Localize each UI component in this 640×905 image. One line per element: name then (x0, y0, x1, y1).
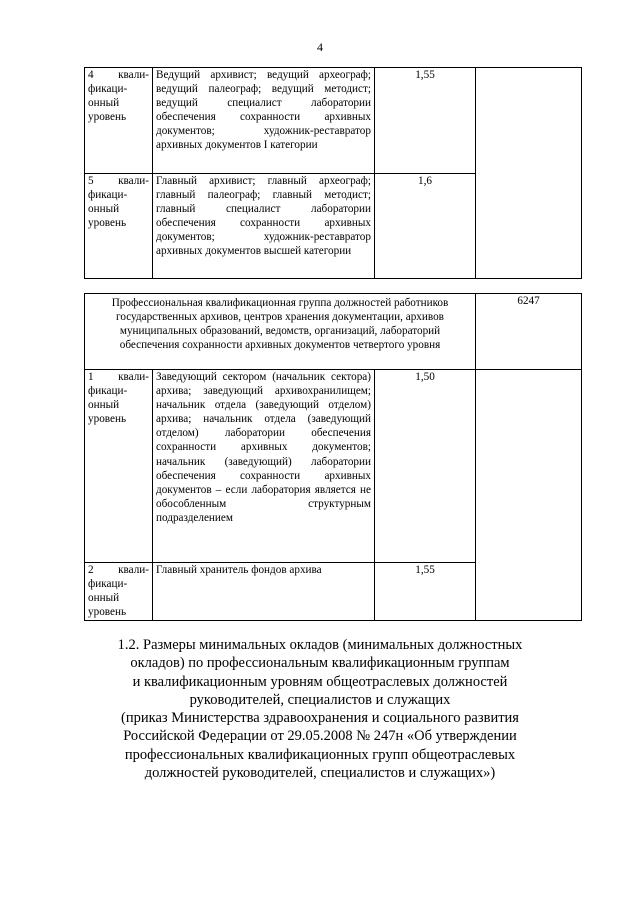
coefficient-cell: 1,6 (375, 174, 476, 279)
group-salary-cell: 6247 (476, 294, 582, 370)
qualification-level-cell: 5 квали-фикаци-онный уровень (85, 174, 153, 279)
heading-line: руководителей, специалистов и служащих (189, 691, 451, 708)
heading-line: и квалификационным уровням общеотраслевых должностей (132, 673, 508, 690)
table-row (85, 370, 582, 563)
positions-cell: Главный архивист; главный археограф; главный палеограф; главный методист; главный специалист лаборатории обеспечения сохранности архивных документов; художник-реставратор архивных документов высшей категории (153, 174, 375, 279)
qualification-table-continued (84, 67, 582, 279)
qualification-level-cell: 2 квали-фикаци-онный уровень (85, 563, 153, 621)
table-row (85, 68, 582, 174)
coefficient-cell: 1,50 (375, 370, 476, 563)
page-number: 4 (317, 40, 323, 54)
heading-line: 1.2. Размеры минимальных окладов (минимальных должностных (117, 637, 523, 653)
heading-line: должностей руководителей, специалистов и служащих») (144, 765, 496, 782)
group-header-row (85, 294, 582, 370)
section-heading (60, 636, 580, 782)
group-title-cell: Профессиональная квалификационная группа должностей работников государственных архивов, центров хранения документации, архивов муниципальных образований, ведомств, организаций, лабораторий обеспечения сохранности архивных документов четвертого уровня (85, 294, 476, 370)
heading-line: профессиональных квалификационных групп общеотраслевых (124, 746, 516, 763)
heading-line: Российской Федерации от 29.05.2008 № 247н «Об утверждении (123, 728, 517, 745)
coefficient-cell: 1,55 (375, 68, 476, 174)
empty-salary-cell (476, 370, 582, 621)
coefficient-cell: 1,55 (375, 563, 476, 621)
qualification-group-table (84, 293, 582, 621)
empty-salary-cell (476, 68, 582, 279)
positions-cell: Заведующий сектором (начальник сектора) архива; заведующий архивохранилищем; начальник отдела (заведующий отделом) архива; начальник отдела (заведующий отделом) лаборатории обеспечения сохранности архивных документов; начальник (заведующий) лаборатории обеспечения сохранности архивных документов – если лаборатория является не обособленным структурным подразделением (153, 370, 375, 563)
positions-cell: Ведущий архивист; ведущий археограф; ведущий палеограф; ведущий методист; ведущий специалист лаборатории обеспечения сохранности архивных документов; художник-реставратор архивных документов I категории (153, 68, 375, 174)
qualification-level-cell: 4 квали-фикаци-онный уровень (85, 68, 153, 174)
heading-line: (приказ Министерства здравоохранения и социального развития (121, 710, 519, 727)
positions-cell: Главный хранитель фондов архива (153, 563, 375, 621)
heading-line: окладов) по профессиональным квалификационным группам (130, 655, 510, 672)
qualification-level-cell: 1 квали-фикаци-онный уровень (85, 370, 153, 563)
